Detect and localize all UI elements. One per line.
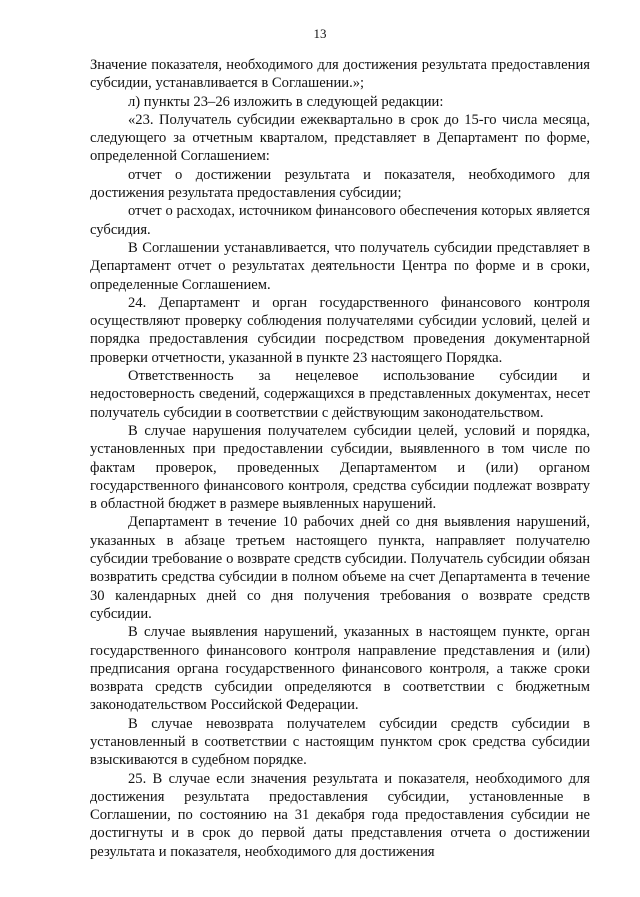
paragraph-control-body: В случае выявления нарушений, указанных в настоящем пункте, орган государственного финансового контроля направление представления и (или) предписания органа государственного финансового контроля, а также сроки возврата средств субсидии определяются в соответствии с бюджетным законодательством Российской Федерации. (90, 624, 590, 714)
document-body (90, 56, 590, 861)
paragraph-court-recovery: В случае невозврата получателем субсидии средств субсидии в установленный в соответствии с настоящим пунктом срок средства субсидии взыскиваются в судебном порядке. (90, 715, 590, 769)
paragraph-item-24: 24. Департамент и орган государственного финансового контроля осуществляют проверку соблюдения получателями субсидии условий, целей и порядка предоставления субсидии посредством проведения документарной проверки отчетности, указанной в пункте 23 настоящего Порядка. (90, 294, 590, 366)
paragraph-indicator-value: Значение показателя, необходимого для достижения результата предоставления субсидии, устанавливается в Соглашении.»; (90, 57, 590, 92)
paragraph-refund-demand: Департамент в течение 10 рабочих дней со дня выявления нарушений, указанных в абзаце третьем настоящего пункта, направляет получателю субсидии требование о возврате средств субсидии. Получатель субсидии обязан возвратить средства субсидии в полном объеме на счет Департамента в течение 30 календарных дней со дня получения требования о возврате средств субсидии. (90, 514, 590, 622)
paragraph-responsibility: Ответственность за нецелевое использование субсидии и недостоверность сведений, содержащихся в представленных документах, несет получатель субсидии в соответствии с действующим законодательством. (90, 368, 590, 421)
paragraph-report-result: отчет о достижении результата и показателя, необходимого для достижения результата предоставления субсидии; (90, 166, 590, 202)
paragraph-violation: В случае нарушения получателем субсидии целей, условий и порядка, установленных при предоставлении субсидии, выявленного в том числе по фактам проверок, проведенных Департаментом и (или) органом государственного финансового контроля, средства субсидии подлежат возврату в областной бюджет в размере выявленных нарушений. (90, 422, 590, 513)
paragraph-report-expenses: отчет о расходах, источником финансового обеспечения которых является субсидия. (90, 203, 590, 238)
paragraph-item-23: «23. Получатель субсидии ежеквартально в срок до 15-го числа месяца, следующего за отчетным кварталом, представляет в Департамент по форме, определенной Соглашением: (90, 111, 590, 165)
paragraph-amendment-l: л) пункты 23–26 изложить в следующей редакции: (128, 93, 444, 110)
page-number: 13 (313, 26, 327, 41)
paragraph-item-25: 25. В случае если значения результата и показателя, необходимого для достижения результата предоставления субсидии, установленные в Соглашении, по состоянию на 31 декабря года предоставления субсидии не достигнуты и в срок до первой даты представления отчета о достижении результата и показателя, необходимого для достижения (90, 770, 590, 860)
paragraph-agreement-report: В Соглашении устанавливается, что получатель субсидии представляет в Департамент отчет о результатах деятельности Центра по форме и в сроки, определенные Соглашением. (90, 239, 590, 293)
